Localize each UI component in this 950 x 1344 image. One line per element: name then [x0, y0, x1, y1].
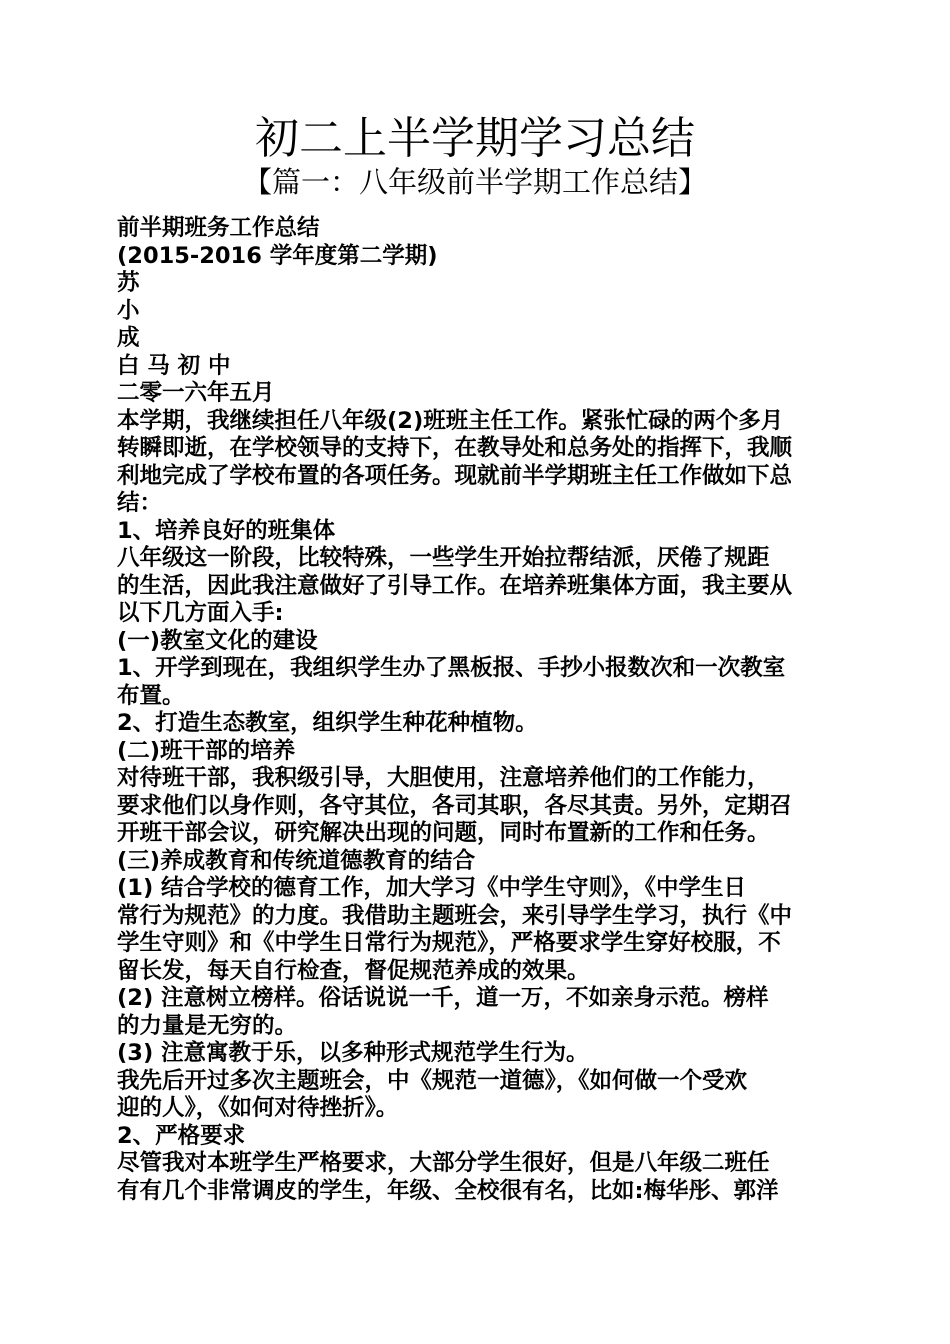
text-line: 结： — [117, 490, 163, 516]
text-line: 成 — [117, 325, 140, 351]
text-line: 的力量是无穷的。 — [117, 1012, 298, 1039]
text-line: 1、培养良好的班集体 — [117, 517, 336, 544]
text-line: 前半期班务工作总结 — [117, 215, 320, 241]
text-line: 二零一六年五月 — [117, 380, 275, 406]
text-line: 迎的人》，《如何对待挫折》。 — [117, 1095, 399, 1121]
text-line: (3) 注意寓教于乐，以多种形式规范学生行为。 — [117, 1040, 589, 1066]
text-line: 八年级这一阶段，比较特殊，一些学生开始拉帮结派，厌倦了规距 — [117, 545, 770, 571]
text-line: 对待班干部，我积级引导，大胆使用，注意培养他们的工作能力， — [117, 765, 770, 791]
text-line: (1) 结合学校的德育工作，加大学习《中学生守则》，《中学生日 — [117, 875, 747, 901]
text-line: 利地完成了学校布置的各项任务。现就前半学期班主任工作做如下总 — [117, 462, 793, 489]
text-line: 开班干部会议，研究解决出现的问题，同时布置新的工作和任务。 — [117, 820, 770, 846]
text-line: 我先后开过多次主题班会，中《规范一道德》，《如何做一个受欢 — [117, 1067, 748, 1094]
text-line: 布置。 — [117, 682, 185, 709]
text-line: 小 — [117, 297, 140, 324]
text-line: 2、严格要求 — [117, 1122, 246, 1149]
text-line: 转瞬即逝，在学校领导的支持下，在教导处和总务处的指挥下，我顺 — [117, 435, 793, 461]
text-line: 苏 — [117, 270, 140, 296]
text-line: 常行为规范》的力度。我借助主题班会，来引导学生学习，执行《中 — [117, 902, 793, 929]
document-body — [117, 215, 837, 1205]
text-line: 1、开学到现在，我组织学生办了黑板报、手抄小报数次和一次教室 — [117, 655, 786, 681]
text-line: 学生守则》和《中学生日常行为规范》，严格要求学生穿好校服，不 — [117, 930, 781, 956]
text-line: 留长发，每天自行检查，督促规范养成的效果。 — [117, 957, 590, 984]
text-line: (一)教室文化的建设 — [117, 627, 318, 654]
text-line: (2) 注意树立榜样。俗话说说一千，道一万，不如亲身示范。榜样 — [117, 985, 769, 1011]
text-line: 尽管我对本班学生严格要求，大部分学生很好，但是八年级二班任 — [117, 1150, 770, 1176]
text-line: 要求他们以身作则，各守其位，各司其职，各尽其责。另外，定期召 — [117, 792, 793, 819]
text-line: 有有几个非常调皮的学生，年级、全校很有名，比如:梅华彤、郭洋 — [117, 1177, 779, 1204]
text-line: 以下几方面入手: — [117, 600, 284, 626]
document-subtitle: 【篇一：八年级前半学期工作总结】 — [242, 165, 707, 199]
text-line: (三)养成教育和传统道德教育的结合 — [117, 847, 476, 874]
text-line: (二)班干部的培养 — [117, 737, 296, 764]
text-line: 白 马 初 中 — [117, 352, 231, 379]
text-line: 的生活，因此我注意做好了引导工作。在培养班集体方面，我主要从 — [117, 572, 793, 599]
text-line: (2015-2016 学年度第二学期) — [117, 242, 438, 269]
document-title: 初二上半学期学习总结 — [255, 113, 695, 164]
text-line: 2、打造生态教室，组织学生种花种植物。 — [117, 710, 538, 736]
text-line: 本学期，我继续担任八年级(2)班班主任工作。紧张忙碌的两个多月 — [117, 407, 784, 434]
